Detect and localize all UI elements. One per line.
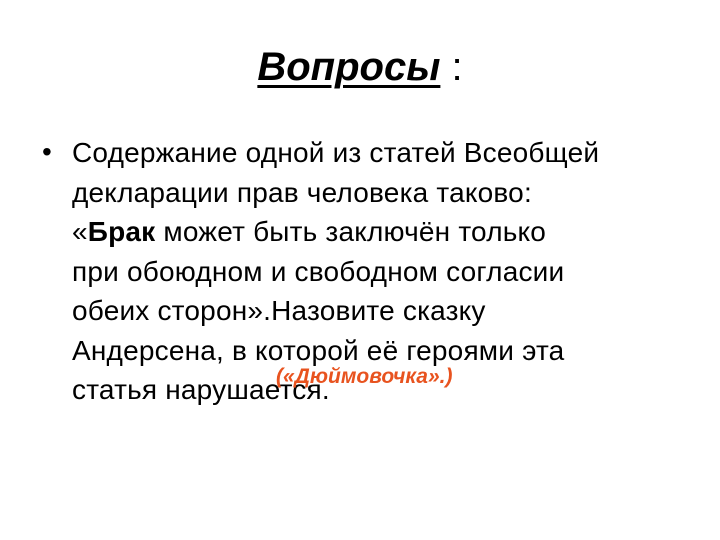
bullet-point-icon: • — [42, 136, 52, 167]
title-text: Вопросы — [257, 45, 441, 89]
question-line-7: статья нарушается. — [72, 374, 330, 405]
question-line-4: при обоюдном и свободном согласии — [72, 255, 565, 287]
slide-title — [0, 43, 720, 91]
question-line-5: обеих сторон».Назовите сказку — [72, 295, 486, 326]
emphasized-word: Брак — [87, 216, 156, 247]
question-line-1: Содержание одной из статей Всеобщей — [72, 137, 600, 168]
open-quote: « — [72, 216, 88, 247]
question-line-6: Андерсена, в которой её героями эта — [72, 334, 565, 366]
question-line-2: декларации прав человека таково: — [72, 176, 532, 208]
answer-text: («Дюймовочка».) — [276, 365, 453, 388]
question-line-3 — [72, 212, 692, 252]
question-line-3-rest: может быть заключён только — [155, 216, 547, 247]
title-colon: : — [451, 45, 463, 89]
